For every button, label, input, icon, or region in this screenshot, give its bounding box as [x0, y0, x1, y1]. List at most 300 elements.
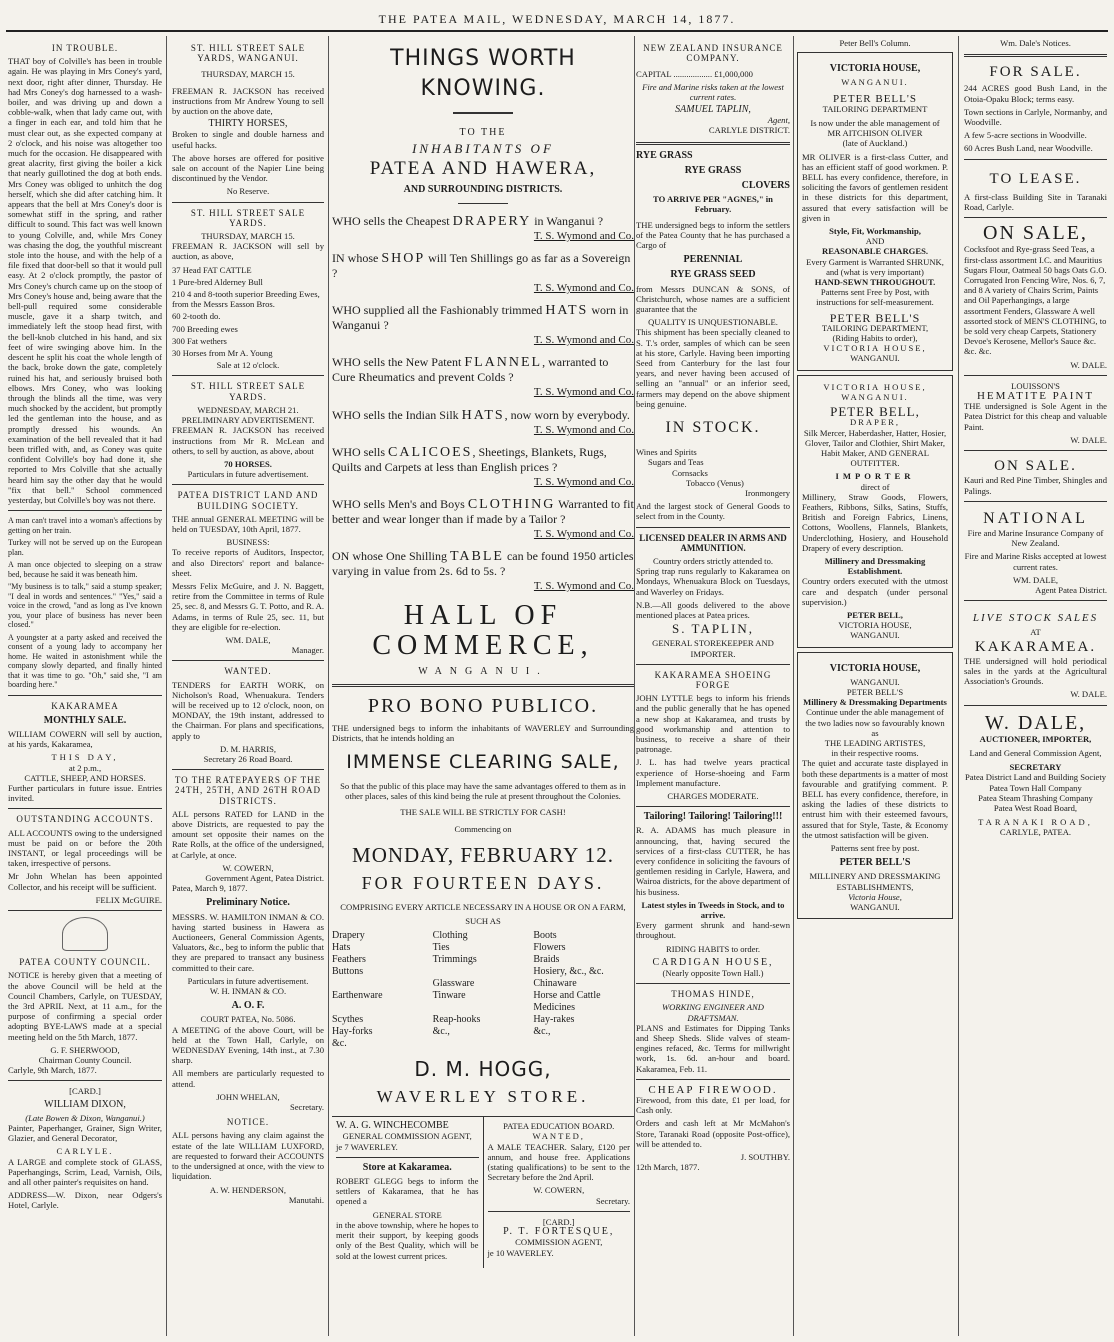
- ad-line: MILLINERY AND DRESSMAKING ESTABLISHMENTS,: [809, 871, 941, 892]
- ad-line: Patea West Road Board,: [993, 802, 1078, 813]
- ad-title: CARDIGAN HOUSE,: [652, 956, 774, 968]
- question-item: ON whose One Shilling TABLE can be found 1950 articles varying in value from 2s. 6d to 5s. ?: [332, 549, 634, 579]
- paragraph: This shipment has been specially cleaned to S. T.'s order, samples of which can be seen at his store, Carlyle. Having been importing Seed from Canterbury for the last four years, and never having been accused of selling an "annual" or an inferior seed, farmers may depend on the above shipment being genuine.: [636, 327, 790, 409]
- signature: W. COWERN,: [533, 1185, 585, 1196]
- ad-line: COMMISSION AGENT,: [515, 1237, 603, 1248]
- ad-line: Cornsacks: [672, 467, 708, 478]
- column-5: [797, 38, 953, 1336]
- paragraph: from Messrs DUNCAN & SONS, of Christchurch, whose names are a sufficient guarantee that the: [636, 283, 790, 315]
- column-divider: [793, 36, 794, 1336]
- ad-line: WANGANUI.: [418, 666, 548, 678]
- signature: SAMUEL TAPLIN,: [675, 104, 751, 116]
- ad-line: Millinery & Dressmaking Departments: [803, 697, 947, 708]
- ad-headline: IMMENSE CLEARING SALE,: [346, 751, 620, 774]
- paragraph: Spring trap runs regularly to Kakaramea on Mondays, Whenuakura Block on Tuesdays, and Waverley on Fridays.: [636, 566, 790, 597]
- ad-headline: PRO BONO PUBLICO.: [367, 694, 599, 717]
- ad-headline: IN STOCK.: [665, 419, 761, 437]
- ad-line: CAPITAL .................. £1,000,000: [636, 69, 753, 80]
- question-item: IN whose SHOP will Ten Shillings go as far as a Sovereign ?: [332, 251, 631, 281]
- divider: [636, 806, 790, 807]
- ad-line: GENERAL STORE: [372, 1209, 442, 1220]
- ad-line: in their respective rooms.: [831, 748, 919, 759]
- divider: [172, 484, 324, 485]
- signature: W. COWERN,: [222, 862, 274, 873]
- paragraph: "My business is to talk," said a stump speaker; "I deal in words and sentences." "Yes," said a voice in the crowd, "and as long as I've known you, your place of business has never been closed.": [8, 582, 162, 630]
- ad-line: AT: [1030, 627, 1041, 638]
- signature: W. H. INMAN & CO.: [209, 986, 287, 997]
- goods-item: Hosiery, &c., &c.: [533, 966, 604, 978]
- ad-headline: S. TAPLIN,: [672, 621, 754, 637]
- ad-headline: PATEA AND HAWERA,: [369, 158, 597, 180]
- ad-headline: D. M. HOGG,: [414, 1057, 552, 1082]
- ad-date: WEDNESDAY, MARCH 21.: [197, 404, 299, 415]
- masthead-rule: [6, 30, 1108, 32]
- dateline: Patea, March 9, 1877.: [172, 883, 248, 894]
- split-section: [332, 1116, 634, 1267]
- divider: [8, 695, 162, 696]
- signature: WM. DALE,: [1012, 574, 1059, 585]
- ad-line: REASONABLE CHARGES.: [821, 246, 928, 257]
- paragraph: Orders and cash left at Mr McMahon's Store, Taranaki Road (opposite Post-office), will be attended to.: [636, 1118, 790, 1149]
- paragraph: All members are particularly requested to attend.: [172, 1068, 324, 1089]
- question-item: WHO sells the Indian Silk HATS, now worn by everybody.: [332, 407, 630, 423]
- ad-line: (Late Bowen & Dixon, Wanganui.): [25, 1112, 145, 1123]
- ad-title: KAKARAMEA: [51, 700, 119, 711]
- ad-headline: NATIONAL: [983, 509, 1088, 527]
- paragraph: And the largest stock of General Goods to select from in the County.: [636, 501, 790, 522]
- ad-title: LOUISSON'S: [1011, 380, 1060, 391]
- ornament-rule: [458, 203, 508, 204]
- ad-title: HEMATITE PAINT: [976, 390, 1095, 403]
- ad-box: [797, 375, 953, 648]
- column-1: [8, 38, 162, 1336]
- ad-line: Patea District Land and Building Society: [964, 772, 1107, 783]
- card-label: [CARD.]: [542, 1216, 575, 1227]
- divider: [964, 375, 1107, 376]
- ad-title: Store at Kakaramea.: [362, 1161, 452, 1173]
- signature: T. S. Wymond and Co.: [533, 475, 634, 488]
- list-item: 210 4 and 8-tooth superior Breeding Ewes, from the Messrs Easson Bros.: [172, 289, 320, 310]
- ad-title: OUTSTANDING ACCOUNTS.: [16, 814, 154, 825]
- paragraph: WILLIAM COWERN will sell by auction, at his yards, Kakaramea,: [8, 729, 162, 750]
- ad-line: AND: [865, 236, 885, 247]
- signature: JOHN WHELAN,: [216, 1091, 280, 1102]
- paragraph: FREEMAN R. JACKSON will sell by auction, as above,: [172, 241, 324, 262]
- paragraph: ALL persons having any claim against the estate of the late WILLIAM LUXFORD, are requested to forward their ACCOUNTS to the undersigned at once, with the view to liquidation.: [172, 1130, 324, 1182]
- signature-title: Secretary.: [289, 1102, 324, 1113]
- ad-title: THOMAS HINDE,: [671, 989, 755, 1000]
- column-divider: [328, 36, 329, 1336]
- ad-title: IMPORTER: [835, 471, 915, 482]
- ad-title: NOTICE.: [226, 1117, 270, 1128]
- paragraph: Painter, Paperhanger, Grainer, Sign Writer, Glazier, and General Decorator,: [8, 1122, 162, 1144]
- paragraph: A man can't travel into a woman's affections by getting on her train.: [8, 516, 162, 535]
- goods-item: Boots: [533, 930, 557, 942]
- paragraph: JOHN LYTTLE begs to inform his friends and the public generally that he has opened a new shop at Kakaramea, and trusts by good workmanship and attention to business, to receive a share of their patronage.: [636, 693, 790, 755]
- ad-title: Tailoring! Tailoring! Tailoring!!!: [643, 811, 783, 823]
- ad-line: PRELIMINARY ADVERTISEMENT.: [181, 415, 315, 426]
- divider: [964, 705, 1107, 706]
- signature: T. S. Wymond and Co.: [533, 423, 634, 436]
- ad-line: Patterns sent free by post.: [830, 843, 920, 854]
- ad-line: (Nearly opposite Town Hall.): [662, 968, 764, 979]
- ad-line: VICTORIA HOUSE,: [823, 343, 927, 354]
- paragraph: Mr John Whelan has been appointed Collector, and his receipt will be sufficient.: [8, 871, 162, 892]
- ad-headline: LIVE STOCK SALES: [972, 612, 1099, 625]
- ad-line: VICTORIA HOUSE,: [838, 620, 912, 631]
- ornament-rule: [453, 112, 513, 114]
- ad-line: WORKING ENGINEER AND DRAFTSMAN.: [661, 1002, 764, 1023]
- ad-line: DRAPER,: [849, 417, 901, 428]
- goods-item: Trimmings: [432, 954, 477, 966]
- goods-list: [332, 930, 634, 1050]
- signature-title: Secretary 26 Road Board.: [203, 753, 293, 764]
- signature: D. M. HARRIS,: [219, 743, 277, 754]
- signature: J. SOUTHBY.: [740, 1152, 790, 1163]
- right-ads: [483, 1117, 635, 1267]
- paragraph: To receive reports of Auditors, Inspector, and also Directors' report and balance-sheet.: [172, 547, 324, 578]
- signature: T. S. Wymond and Co.: [533, 528, 634, 541]
- goods-item: Earthenware: [332, 990, 383, 1002]
- paragraph: Broken to single and double harness and useful hacks.: [172, 129, 324, 150]
- ad-date: THURSDAY, MARCH 15.: [201, 69, 295, 80]
- column-divider: [634, 36, 635, 1336]
- paragraph: THE undersigned is Sole Agent in the Patea District for this cheap and valuable Paint.: [964, 401, 1107, 432]
- ad-line: MR AITCHISON OLIVER: [827, 128, 923, 139]
- list-item: 37 Head FAT CATTLE: [172, 264, 252, 275]
- ad-title: P. T. FORTESQUE,: [503, 1226, 615, 1238]
- ad-line: INHABITANTS OF: [412, 141, 554, 157]
- paragraph: The quiet and accurate taste displayed in both these departments is a matter of most favourable and gratifying comment. P. BELL has every confidence, therefore, in asking the ladies of these districts to entrust him with their esteemed favours, assured that for Style, Taste, & Economy the utmost satisfaction will be given.: [802, 758, 948, 840]
- ad-headline: ON SALE.: [994, 458, 1077, 475]
- ad-headline: W. DALE,: [984, 711, 1087, 734]
- ad-title: Preliminary Notice.: [206, 897, 290, 909]
- paragraph: Country orders executed with the utmost care and despatch (under personal supervision.): [802, 576, 948, 607]
- ad-line: Commencing on: [454, 823, 512, 834]
- signature: G. F. SHERWOOD,: [50, 1044, 120, 1055]
- article-body: THAT boy of Colville's has been in trouble again. He was playing in Mrs Coney's yard, next door, right after dinner, Thursday. He had Mrs Coney's dog harnessed to a wash-boiler, and was driving up and down a cobble-walk, when that lady came out, with a finger in each ear, and told him that he must clear out, as she expected company at 2 o'clock, and his noise was altogether too much for the occasion. He disappeared with great alacrity, first giving the boiler a kick that nearly guillotined the dog at both ends. Mrs Coney was obliged to unhitch the dog herself, which she did after catching him. It appears that the bell at Mrs Coney's door is somewhat stiff in the spring, and rather difficult to sound. This fact was well known to young Colville, and, while Mrs Coney was chasing the dog, the youthful miscreant stole into the house, and with the help of a file fixed that door-bell so that it would pull easy. At 2 o'clock promptly, the pastor of Mrs Coney's church came up on the stoop of Mrs Coney's house and, being aware that the bell-pull required some considerable muscle, gave it a sharp twitch, and immediately left the stoop head first, with the bell-knob clutched in his hand, and six feet of wire swinging above him. In the descent he split his coat the whole length of the back, broke down the gate, completely ruined his hat, and seriously bruised both elbows. Mrs Coney, who was looking through the blinds all the time, was very much shocked by the accident, but promptly led the gentleman into the house, and as promptly dressed his wounds. An examination of the bell revealed that it had been trifled with, and, as Coney was quite confident Colville's boy had done it, she reported to Mrs Colville that she actually heard him say the other day that he would "fix that bell." School commenced yesterday, but Colville's boy was not there.: [8, 56, 162, 505]
- paragraph: Kauri and Red Pine Timber, Shingles and Palings.: [964, 475, 1107, 496]
- column-6: [964, 38, 1107, 1336]
- signature: W. DALE.: [1070, 689, 1107, 700]
- divider: [964, 450, 1107, 451]
- ad-line: (Riding Habits to order),: [832, 333, 918, 344]
- ad-title: CHEAP FIREWOOD.: [648, 1083, 778, 1096]
- ad-line: SUCH AS: [465, 916, 501, 927]
- goods-item: Braids: [533, 954, 560, 966]
- ad-title: RYE GRASS: [684, 164, 742, 176]
- ad-line: CATTLE, SHEEP, AND HORSES.: [24, 772, 146, 783]
- divider: [636, 664, 790, 665]
- paragraph: N.B.—All goods delivered to the above mentioned places at Patea prices.: [636, 599, 790, 620]
- ad-line: THIS DAY,: [51, 752, 119, 763]
- ad-title: VICTORIA HOUSE,: [829, 63, 921, 75]
- divider: [8, 910, 162, 911]
- ad-line: RIDING HABITS to order.: [665, 943, 761, 954]
- signature: WM. DALE,: [225, 634, 271, 645]
- divider: [172, 769, 324, 770]
- ad-line: COURT PATEA, No. 5086.: [200, 1014, 296, 1025]
- ad-title: ST. HILL STREET SALE YARDS.: [190, 381, 306, 402]
- ad-headline: HALL OF COMMERCE,: [372, 600, 594, 662]
- ad-date: THURSDAY, MARCH 15.: [201, 231, 295, 242]
- column-2: [172, 38, 324, 1336]
- paragraph: PLANS and Estimates for Dipping Tanks and Sheep Sheds. Slide valves of steam-engines refaced, &c. Terms for millwright work, 1s. 6d. an-hour and board. Kakaramea, Feb. 11.: [636, 1022, 790, 1074]
- masthead: THE PATEA MAIL, WEDNESDAY, MARCH 14, 1877.: [378, 12, 736, 26]
- column-4: [636, 38, 790, 1336]
- paragraph: Fire and Marine Risks accepted at lowest current rates.: [964, 551, 1107, 572]
- question-item: WHO supplied all the Fashionably trimmed HATS worn in Wanganui ?: [332, 303, 629, 333]
- ad-line: GENERAL STOREKEEPER AND IMPORTER.: [652, 638, 774, 659]
- signature: T. S. Wymond and Co.: [533, 282, 634, 295]
- divider: [488, 1211, 631, 1212]
- ad-line: TO ARRIVE PER "AGNES," in February.: [653, 194, 773, 215]
- paragraph: Messrs Felix McGuire, and J. N. Baggett, retire from the Committee in terms of Rule 25, sec. 8, and Messrs G. T. Potto, and R. A. Adams, in terms of Rule 25, sec. 11, but they are eligible for re-election.: [172, 580, 324, 632]
- paragraph: The above horses are offered for positive sale on account of the Napier Line being discontinued by the Vendor.: [172, 152, 324, 184]
- signature-title: CARLYLE DISTRICT.: [708, 125, 790, 136]
- paragraph: FREEMAN R. JACKSON has received instructions from Mr R. McLean and others, to sell by auction, as above, about: [172, 425, 324, 456]
- column-3: [332, 38, 634, 1336]
- signature-title: Agent Patea District.: [1035, 584, 1107, 595]
- signature-title: Chairman County Council.: [38, 1054, 132, 1065]
- ad-line: CARLYLE, PATEA.: [999, 827, 1072, 838]
- divider: [336, 1157, 479, 1158]
- list-item: 300 Fat wethers: [172, 335, 227, 346]
- goods-item: Hats: [332, 942, 351, 954]
- divider: [8, 510, 162, 511]
- ad-title: ST. HILL STREET SALE YARDS, WANGANUI.: [190, 43, 306, 64]
- goods-item: Scythes: [332, 1014, 364, 1026]
- paragraph: THE undersigned will hold periodical sales in the yards at the Agricultural Association's Grounds.: [964, 655, 1107, 687]
- article-title: IN TROUBLE.: [51, 43, 119, 53]
- ad-headline: FOR FOURTEEN DAYS.: [361, 872, 605, 893]
- list-item: 1 Pure-bred Alderney Bull: [172, 276, 263, 287]
- ad-title: NEW ZEALAND INSURANCE COMPANY.: [643, 43, 783, 64]
- ad-line: THIRTY HORSES,: [208, 118, 288, 130]
- paragraph: Further particulars in future issue. Entries invited.: [8, 783, 162, 804]
- ad-line: je 10 WAVERLEY.: [487, 1247, 554, 1258]
- signature-title: Manager.: [291, 645, 324, 656]
- ad-line: WANGANUI.: [850, 902, 900, 913]
- ad-title: WANTED.: [224, 666, 272, 677]
- ad-line: WANTED,: [532, 1131, 585, 1142]
- livestock-list: [172, 265, 324, 359]
- list-item: 30 Horses from Mr A. Young: [172, 348, 273, 359]
- goods-item: &c.,: [432, 1026, 450, 1038]
- ad-line: COMPRISING EVERY ARTICLE NECESSARY IN A HOUSE OR ON A FARM,: [340, 901, 626, 912]
- ad-line: No Reserve.: [226, 186, 270, 197]
- ad-line: Wines and Spirits: [636, 447, 697, 458]
- ad-headline: KAKARAMEA.: [974, 638, 1097, 655]
- signature-title: Government Agent, Patea District.: [205, 873, 324, 884]
- paragraph: Silk Mercer, Haberdasher, Hatter, Hosier, Glover, Tailor and Clothier, Shirt Maker, Habit Maker, AND GENERAL OUTFITTER.: [803, 427, 947, 469]
- ad-line: TARANAKI ROAD,: [978, 817, 1093, 828]
- ad-title: VICTORIA HOUSE,: [829, 662, 921, 674]
- ad-line: Patea Town Hall Company: [989, 782, 1082, 793]
- ad-line: Sale at 12 o'clock.: [216, 360, 280, 371]
- ad-title: WILLIAM DIXON,: [44, 1098, 126, 1110]
- ad-title: PATEA DISTRICT LAND AND BUILDING SOCIETY.: [177, 490, 319, 511]
- ad-title: PETER BELL'S: [833, 92, 917, 105]
- column-divider: [166, 36, 167, 1336]
- ad-headline: WAVERLEY STORE.: [376, 1087, 590, 1107]
- ad-line: and (what is very important): [826, 266, 924, 277]
- ad-line: Patterns sent Free by Post, with instructions for self-measurement.: [816, 287, 934, 308]
- ad-title: PATEA COUNTY COUNCIL.: [19, 957, 151, 968]
- ad-line: TAILORING DEPARTMENT,: [821, 322, 929, 333]
- paragraph: MESSRS. W. HAMILTON INMAN & CO. having started business in Hawera as Auctioneers, General Commission Agents, Valuators, &c., beg to inform the public that they are prepared to transact any business committed to their care.: [172, 911, 324, 973]
- goods-item: Hay-forks: [332, 1026, 373, 1038]
- card-label: [CARD.]: [69, 1086, 101, 1097]
- divider: [172, 660, 324, 661]
- ad-headline: FOR SALE.: [989, 64, 1082, 81]
- ad-line: Style, Fit, Workmanship,: [829, 226, 921, 237]
- dateline: Carlyle, 9th March, 1877.: [8, 1065, 97, 1076]
- paragraph: A few 5-acre sections in Woodville.: [964, 130, 1087, 141]
- goods-item: Drapery: [332, 930, 365, 942]
- divider: [8, 1080, 162, 1081]
- goods-item: Feathers: [332, 954, 366, 966]
- signature-title: Agent,: [767, 115, 790, 126]
- ad-title: ST. HILL STREET SALE YARDS.: [190, 207, 306, 228]
- ad-title: PETER BELL'S: [839, 857, 911, 869]
- ad-line: AND SURROUNDING DISTRICTS.: [403, 183, 563, 195]
- divider: [964, 159, 1107, 160]
- list-item: 60 2-tooth do.: [172, 311, 221, 322]
- paragraph: in the above township, where he hopes to merit their support, by keeping goods only of the Best Quality, which will be sold at the lowest current prices.: [336, 1219, 479, 1261]
- ad-line: Latest styles in Tweeds in Stock, and to arrive.: [641, 899, 785, 921]
- paragraph: A man once objected to sleeping on a straw bed, because he said it was beneath him.: [8, 560, 162, 579]
- column-title: Wm. Dale's Notices.: [1000, 38, 1071, 48]
- paragraph: Fire and Marine Insurance Company of New Zealand.: [967, 527, 1104, 549]
- ad-headline: ON SALE,: [983, 222, 1088, 245]
- paragraph: MR OLIVER is a first-class Cutter, and has an efficient staff of good workmen. P. BELL has every confidence, therefore, in soliciting the favors of gentlemen resident in these districts for this department, assured that every satisfaction will be given in: [802, 151, 948, 223]
- paragraph: Town sections in Carlyle, Normanby, and Woodville.: [964, 106, 1107, 128]
- question-item: WHO sells Men's and Boys CLOTHING Warranted to fit better and wear longer than if made by a Tailor ?: [332, 497, 634, 527]
- left-ads: [332, 1117, 483, 1267]
- paragraph: R. A. ADAMS has much pleasure in announcing, that, having secured the services of a first-class CUTTER, he has every confidence in soliciting the favours of gentlemen residing in Carlyle, Hawera, and Wairoa districts, for the above department of his business.: [636, 825, 790, 897]
- list-item: 700 Breeding ewes: [172, 323, 238, 334]
- goods-item: Horse and Cattle Medicines: [533, 990, 601, 1014]
- ad-title: PERENNIAL: [683, 254, 743, 266]
- signature: T. S. Wymond and Co.: [533, 229, 634, 242]
- goods-item: Flowers: [533, 942, 566, 954]
- ad-line: TAILORING DEPARTMENT: [822, 103, 928, 114]
- ad-line: (late of Auckland.): [842, 138, 908, 149]
- ad-line: Country orders strictly attended to.: [652, 555, 774, 566]
- paragraph: ROBERT GLEGG begs to inform the settlers of Kakaramea, that he has opened a: [336, 1176, 479, 1207]
- ad-title: RYE GRASS SEED: [670, 269, 756, 281]
- ad-line: Patea Steam Thrashing Company: [978, 792, 1093, 803]
- ad-title: PETER BELL'S: [846, 686, 904, 697]
- coat-of-arms-icon: [62, 917, 108, 951]
- paragraph: Every garment shrunk and hand-sewn throughout.: [636, 920, 790, 941]
- signature: FELIX McGUIRE.: [95, 894, 162, 905]
- paragraph: A first-class Building Site in Taranaki Road, Carlyle.: [964, 191, 1107, 213]
- ad-title: VICTORIA HOUSE,: [823, 381, 927, 392]
- paragraph: A youngster at a party asked and received the consent of a young lady to accompany her home. He waited in astonishment while the company slowly departed, and finally hinted that it was time to go. "Oh," said she, "I am boarding here.": [8, 632, 162, 690]
- goods-item: &c.: [332, 1038, 347, 1050]
- ad-headline: TO LEASE.: [989, 170, 1082, 187]
- ad-line: Victoria House,: [848, 891, 902, 902]
- paragraph: THE undersigned begs to inform the settlers of the Patea County that he has purchased a Cargo of: [636, 219, 790, 251]
- divider: [964, 217, 1107, 218]
- goods-item: Glassware: [432, 978, 475, 990]
- signature: T. S. Wymond and Co.: [533, 386, 634, 399]
- goods-item: [332, 978, 433, 990]
- ad-line: Continue under the able management of the two ladies now so favourably known as: [805, 707, 945, 738]
- paragraph: THE undersigned begs to inform the inhabitants of WAVERLEY and Surrounding Districts, that he intends holding an: [332, 722, 634, 743]
- paragraph: FREEMAN R. JACKSON has received instructions from Mr Andrew Young to sell by auction on the above date,: [172, 85, 324, 117]
- ad-line: CARLYLE.: [56, 1146, 114, 1157]
- column-title: Peter Bell's Column.: [839, 38, 911, 48]
- paragraph: ALL persons RATED for LAND in the above Districts, are requested to pay the amount set opposite their names on the Rate Rolls, at the office of the undersigned, at Carlyle, at once.: [172, 808, 324, 860]
- ad-title: PETER BELL,: [847, 609, 903, 620]
- goods-item: Chinaware: [533, 978, 577, 990]
- ad-headline: THINGS WORTH KNOWING.: [390, 46, 576, 101]
- ad-title: PATEA EDUCATION BOARD.: [503, 1121, 615, 1132]
- ad-line: THE LEADING ARTISTES,: [824, 737, 926, 748]
- question-item: WHO sells CALICOES, Sheetings, Blankets, Rugs, Quilts and Carpets at less than English prices ?: [332, 444, 607, 474]
- goods-item: Buttons: [332, 966, 364, 978]
- paragraph: 244 ACRES good Bush Land, in the Otoia-Opaku Block; terms easy.: [964, 83, 1107, 104]
- ad-title: MONTHLY SALE.: [43, 714, 127, 726]
- ad-line: Land and General Commission Agent,: [969, 747, 1102, 758]
- signature-title: Secretary.: [595, 1195, 630, 1206]
- ad-title: LICENSED DEALER IN ARMS AND AMMUNITION.: [639, 532, 787, 553]
- signature: A. W. HENDERSON,: [209, 1184, 287, 1195]
- ad-line: Ironmongery: [745, 487, 790, 498]
- question-item: WHO sells the New Patent FLANNEL, warranted to Cure Rheumatics and prevent Colds ?: [332, 355, 609, 385]
- column-divider: [958, 36, 959, 1336]
- ad-line: WANGANUI.: [850, 676, 900, 687]
- ad-title: PETER BELL,: [830, 404, 920, 420]
- ad-line: CHARGES MODERATE.: [667, 790, 759, 801]
- ad-box: [797, 652, 953, 920]
- signature: T. S. Wymond and Co.: [533, 580, 634, 593]
- ad-line: WANGANUI.: [841, 77, 909, 88]
- ad-line: Millinery and Dressmaking Establishment.: [824, 555, 926, 577]
- paragraph: Millinery, Straw Goods, Flowers, Feathers, Ribbons, Silks, Satins, Stuffs, British and Foreign Fabrics, Linens, Cottons, Woollens, Flannels, Blankets, Underclothing, Hosiery, and Household Drapery of every description.: [802, 491, 948, 553]
- divider: [332, 684, 634, 687]
- paragraph: Firewood, from this date, £1 per load, for Cash only.: [636, 1095, 790, 1116]
- goods-item: [433, 966, 534, 978]
- ad-title: CLOVERS: [741, 180, 790, 192]
- goods-item: Reap-hooks: [432, 1014, 481, 1026]
- paragraph: THE annual GENERAL MEETING will be held on TUESDAY, 10th April, 1877.: [172, 513, 324, 534]
- ad-line: GENERAL COMMISSION AGENT,: [342, 1131, 472, 1142]
- ad-line: WANGANUI.: [850, 630, 900, 641]
- ad-line: at 2 p.m.,: [68, 762, 102, 773]
- paragraph: So that the public of this place may have the same advantages offered to them as in other places, sales of this kind being the rule at present throughout the Colonies.: [340, 781, 626, 802]
- paragraph: Cocksfoot and Rye-grass Seed Teas, a first-class assortment I.C. and Mauritius Sugars Flour, Oatmeal 50 bags Oats G.O. Corrugated Iron Fencing Wire, Nos. 6, 7, and 8 A variety of Chairs Scrim, Paints and Oil Paperhangings, a large assortment Fenders, Glassware A well assorted stock of MEN'S CLOTHING, to be sold very cheap Carpets, Stationery Devoe's Kerosene, Mellor's Sauce &c. &c. &c.: [964, 244, 1107, 357]
- paragraph: A MALE TEACHER. Salary, £120 per annum, and house free. Applications (stating qualifications) to be sent to the Secretary before the 2nd April.: [487, 1141, 630, 1183]
- signature: T. S. Wymond and Co.: [533, 334, 634, 347]
- paragraph: TENDERS for EARTH WORK, on Nicholson's Road, Whenuakura. Tenders will be received up to 12 o'clock, noon, on MONDAY, the 19th instant, addressed to the Chairman. For plans and specifications, apply to: [172, 679, 324, 741]
- ad-line: Is now under the able management of: [810, 118, 940, 129]
- ad-title: A. O. F.: [231, 1000, 265, 1012]
- ad-line: direct of: [860, 481, 890, 492]
- dateline: 12th March, 1877.: [636, 1162, 700, 1173]
- divider: [964, 54, 1107, 57]
- paragraph: A LARGE and complete stock of GLASS, Paperhangings, Scrim, Lead, Varnish, Oils, and all other painter's requisites on hand.: [8, 1156, 162, 1187]
- goods-item: Tinware: [432, 990, 466, 1002]
- paragraph: A MEETING of the above Court, will be held at the Town Hall, Carlyle, on WEDNESDAY Evening, 14th inst., at 7.30 sharp.: [172, 1024, 324, 1066]
- question-item: WHO sells the Cheapest DRAPERY in Wanganui ?: [332, 213, 604, 229]
- ad-line: WANGANUI.: [850, 353, 900, 364]
- divider: [8, 808, 162, 809]
- ad-line: 70 HORSES.: [224, 458, 272, 469]
